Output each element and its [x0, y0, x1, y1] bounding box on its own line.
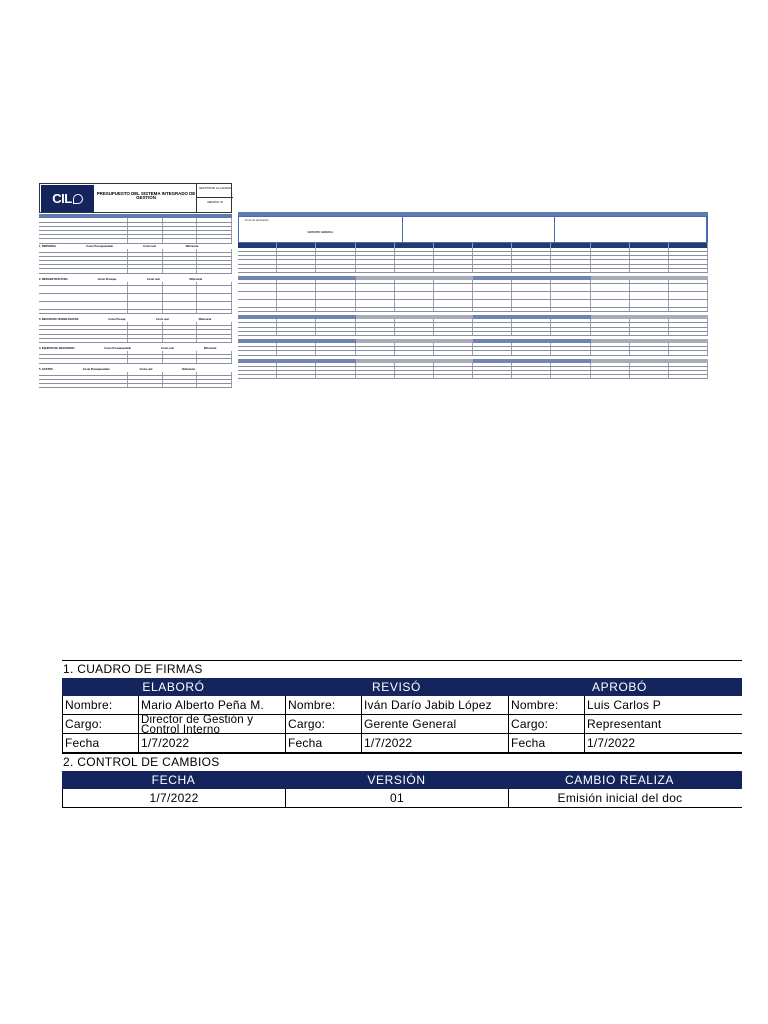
- fecha-label: Fecha: [285, 734, 361, 752]
- name-label: Nombre:: [285, 696, 361, 714]
- doc-code-box: [196, 184, 233, 213]
- table-row: [39, 294, 232, 302]
- cargo-label: Cargo:: [285, 715, 361, 733]
- fecha-elaboro: 1/7/2022: [138, 734, 285, 752]
- company-logo: [41, 185, 94, 212]
- header-cambio: CAMBIO REALIZA: [564, 773, 675, 787]
- table-row: [238, 284, 708, 292]
- name-label: Nombre:: [62, 696, 138, 714]
- section-header-recursos: 3. RECURSOS TECNOLÓGICOS Costo Presup. Costo real Diferencia: [39, 318, 212, 322]
- change-version: 01: [285, 789, 508, 807]
- table-row: [238, 300, 708, 308]
- signatures-title: 1. CUADRO DE FIRMAS: [62, 660, 742, 678]
- budget-right-table: [238, 212, 708, 379]
- cargo-label: Cargo:: [508, 715, 584, 733]
- approval-box: [238, 216, 708, 243]
- cargo-label: Cargo:: [62, 715, 138, 733]
- fecha-label: Fecha: [508, 734, 584, 752]
- fecha-aprobo: 1/7/2022: [584, 734, 731, 752]
- heading-elaboro: ELABORÓ: [142, 680, 205, 694]
- approver-role: GERENTE GENERAL: [307, 230, 334, 234]
- cargo-aprobo: Representant: [584, 715, 731, 733]
- table-row: [238, 375, 708, 379]
- heading-reviso: REVISÓ: [372, 680, 421, 694]
- signatures-name-row: [62, 696, 742, 715]
- change-control-header-row: [62, 771, 742, 789]
- change-description: Emisión inicial del doc: [508, 789, 731, 807]
- table-row: [238, 292, 708, 300]
- section-header-gastos: 5. GASTOS Costo Presupuestado Costo real Diferencia: [39, 367, 195, 371]
- name-reviso: Iván Darío Jabib López: [361, 696, 508, 714]
- heading-aprobo: APROBÓ: [592, 680, 647, 694]
- signatures-block: [62, 660, 683, 805]
- table-row: [39, 384, 232, 388]
- doc-version-label: VERSIÓN: 01: [206, 201, 223, 204]
- signatures-fecha-row: [62, 734, 742, 753]
- doc-code-label: GESTIÓN DE LA CALIDAD: [197, 184, 233, 198]
- header-version: VERSIÓN: [367, 773, 426, 787]
- budget-sheet: [39, 183, 708, 408]
- budget-left-table: [39, 214, 232, 388]
- change-fecha: 1/7/2022: [62, 789, 285, 807]
- cargo-elaboro-line1: Director de Gestión y: [141, 714, 254, 726]
- logo-text: CIL: [52, 191, 72, 206]
- cargo-reviso: Gerente General: [361, 715, 508, 733]
- section-header-infraestructura: 2. INFRAESTRUCTURA Costo Presupu. Costo real Diferencia: [39, 278, 203, 282]
- signatures-cargo-row: [62, 715, 742, 734]
- fecha-label: Fecha: [62, 734, 138, 752]
- approval-label: Firma de aprobación: [245, 219, 269, 223]
- approval-cell: [239, 217, 403, 242]
- table-row: [62, 789, 742, 808]
- name-label: Nombre:: [508, 696, 584, 714]
- signatures-header-row: [62, 678, 742, 696]
- table-row: [39, 286, 232, 294]
- section-header-personal: 1. PERSONAL Costo Presupuestado Costo real Diferencia: [39, 244, 199, 248]
- logo-mark-icon: [73, 194, 83, 204]
- header-fecha: FECHA: [151, 773, 196, 787]
- fecha-reviso: 1/7/2022: [361, 734, 508, 752]
- budget-header: [39, 183, 232, 213]
- cargo-elaboro: [138, 714, 285, 736]
- table-row: [39, 302, 232, 310]
- name-elaboro: Mario Alberto Peña M.: [138, 696, 285, 714]
- change-control-title: 2. CONTROL DE CAMBIOS: [62, 753, 742, 771]
- cargo-elaboro-line2: Control Interno: [141, 724, 221, 736]
- section-header-equipos: 4. EQUIPOS DE SEGURIDAD Costo Presupuestado Costo real Diferencia: [39, 347, 217, 351]
- name-aprobo: Luis Carlos P: [584, 696, 731, 714]
- budget-title: PRESUPUESTO DEL SISTEMA INTEGRADO DE GESTIÓN: [96, 191, 196, 201]
